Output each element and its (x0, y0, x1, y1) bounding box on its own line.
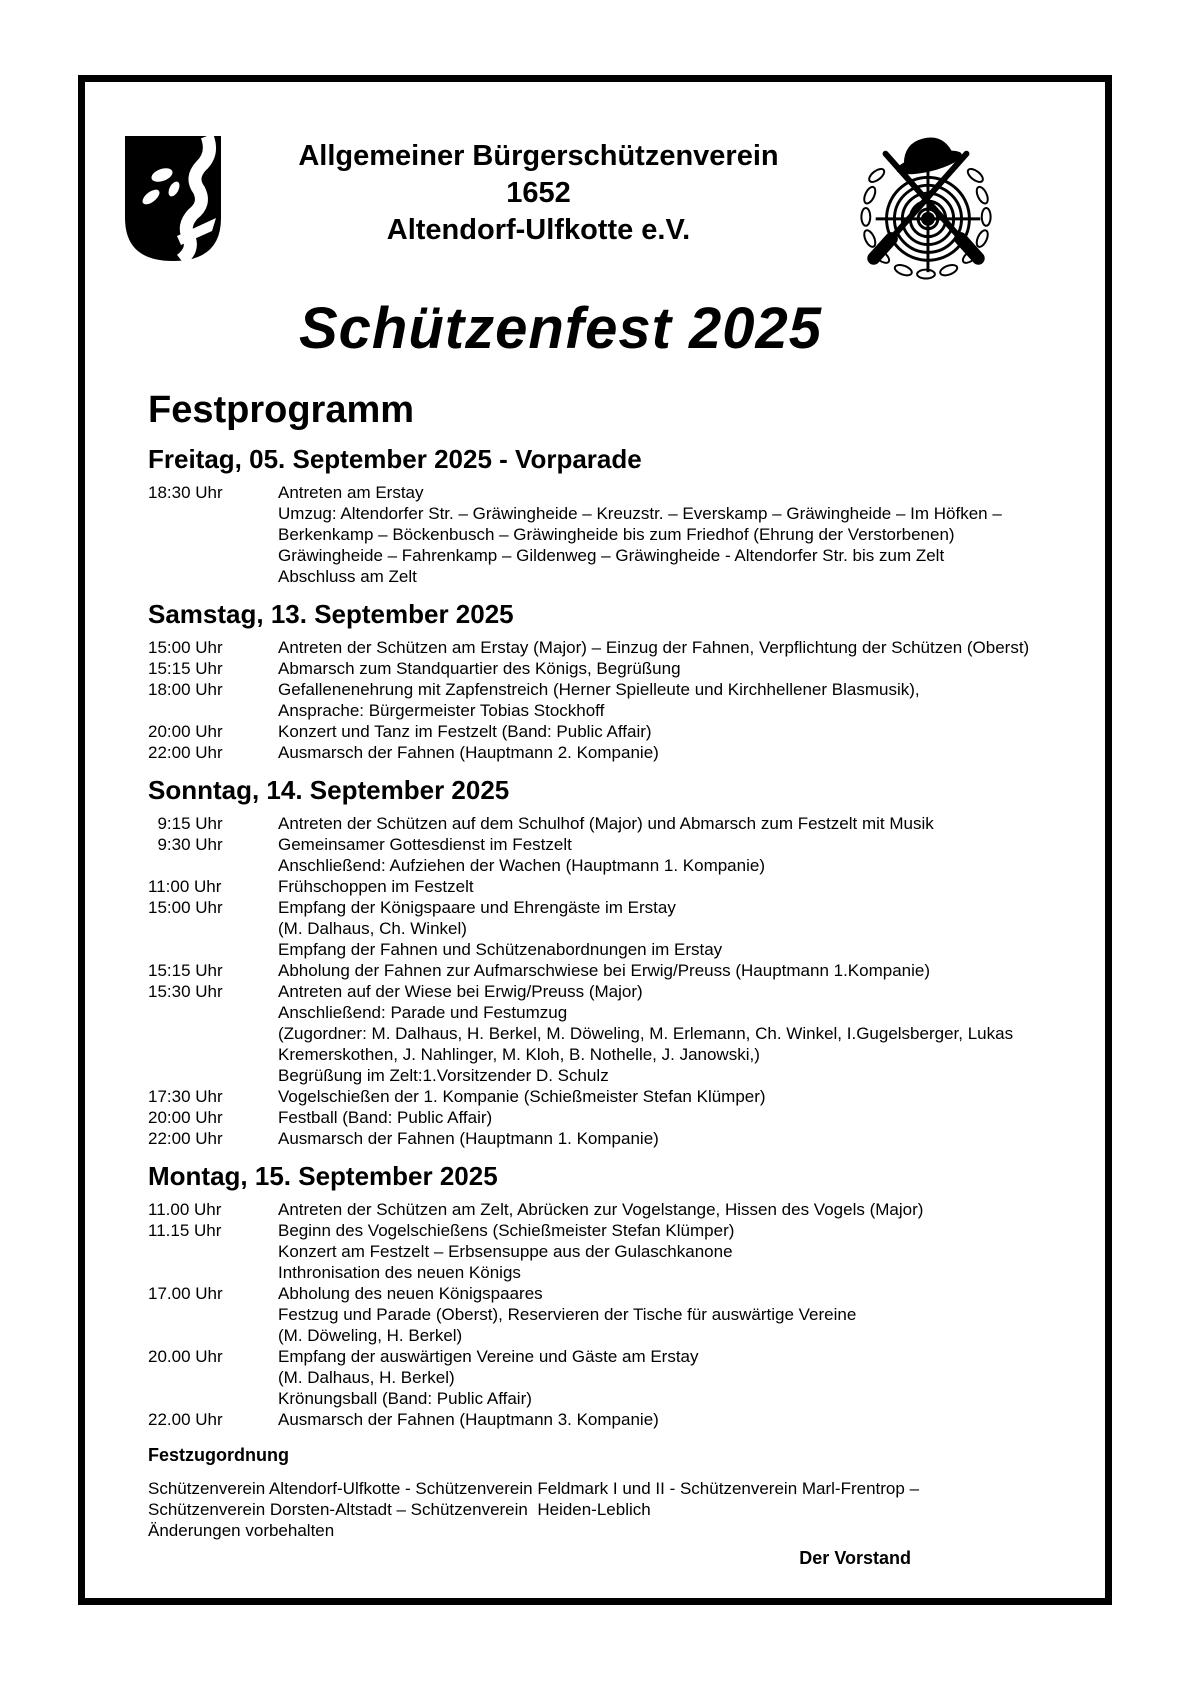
day-section (148, 599, 1091, 763)
footer (148, 1444, 1091, 1569)
schedule-row (148, 1086, 1091, 1107)
event-time: 22:00 Uhr (148, 1129, 223, 1148)
event-text: Empfang der Fahnen und Schützenabordnungen im Erstay (278, 940, 723, 959)
schedule-row (148, 566, 1091, 587)
event-time (148, 1262, 278, 1283)
schedule-row (148, 1304, 1091, 1325)
event-text: Frühschoppen im Festzelt (278, 877, 474, 896)
event-text: (Zugordner: M. Dalhaus, H. Berkel, M. Döweling, M. Erlemann, Ch. Winkel, I.Gugelsberger, Lukas (278, 1024, 1014, 1043)
event-time: 22.00 Uhr (148, 1410, 223, 1429)
event-time (148, 545, 278, 566)
schedule-row (148, 545, 1091, 566)
event-text: (M. Dalhaus, H. Berkel) (278, 1368, 455, 1387)
event-text: Berkenkamp – Böckenbusch – Gräwingheide bis zum Friedhof (Ehrung der Verstorbenen) (278, 525, 955, 544)
schedule-row (148, 918, 1091, 939)
schedule-row (148, 1367, 1091, 1388)
organization-name (225, 134, 852, 249)
schedule-row (148, 503, 1091, 524)
event-time: 9:15 Uhr (148, 814, 223, 833)
day-rows (148, 482, 1091, 587)
day-title: Montag, 15. September 2025 (148, 1161, 498, 1191)
schedule-row (148, 1346, 1091, 1367)
program-heading: Festprogramm (148, 389, 415, 431)
event-time: 22:00 Uhr (148, 743, 223, 762)
event-time: 17.00 Uhr (148, 1284, 223, 1303)
schedule-row (148, 897, 1091, 918)
event-time: 15:00 Uhr (148, 638, 223, 657)
event-text: Inthronisation des neuen Königs (278, 1263, 521, 1282)
day-rows (148, 813, 1091, 1149)
schedule-row (148, 1044, 1091, 1065)
day-title: Samstag, 13. September 2025 (148, 599, 514, 629)
event-text: Anschließend: Aufziehen der Wachen (Hauptmann 1. Kompanie) (278, 856, 765, 875)
schedule-row (148, 876, 1091, 897)
header (121, 134, 1000, 282)
event-text: Konzert und Tanz im Festzelt (Band: Public Affair) (278, 722, 652, 741)
schedule-row (148, 679, 1091, 700)
day-section (148, 1161, 1091, 1430)
event-time: 17:30 Uhr (148, 1087, 223, 1106)
event-text: (M. Dalhaus, Ch. Winkel) (278, 919, 467, 938)
schedule-row (148, 939, 1091, 960)
event-time: 15:00 Uhr (148, 898, 223, 917)
day-title: Sonntag, 14. September 2025 (148, 775, 510, 805)
event-time (148, 855, 278, 876)
schedule-row (148, 1107, 1091, 1128)
event-text: Konzert am Festzelt – Erbsensuppe aus der Gulaschkanone (278, 1242, 733, 1261)
schedule-row (148, 981, 1091, 1002)
org-name-line3: Altendorf-Ulfkotte e.V. (386, 214, 691, 246)
event-time (148, 918, 278, 939)
schedule-row (148, 834, 1091, 855)
event-text: Beginn des Vogelschießens (Schießmeister Stefan Klümper) (278, 1221, 735, 1240)
festzugordnung-line: Schützenverein Altendorf-Ulfkotte - Schützenverein Feldmark I und II - Schützenverein Marl-Frentrop – (148, 1479, 920, 1498)
schedule-row (148, 1002, 1091, 1023)
event-time: 11.00 Uhr (148, 1200, 222, 1219)
schedule-row (148, 721, 1091, 742)
event-time (148, 1065, 278, 1086)
event-time (148, 1023, 278, 1044)
schedule-row (148, 1388, 1091, 1409)
event-text: Gemeinsamer Gottesdienst im Festzelt (278, 835, 572, 854)
program (148, 388, 1091, 1569)
event-time: 20.00 Uhr (148, 1347, 223, 1366)
schedule-row (148, 1023, 1091, 1044)
schedule-row (148, 658, 1091, 679)
event-time (148, 1304, 278, 1325)
event-text: Empfang der Königspaare und Ehrengäste im Erstay (278, 898, 676, 917)
event-text: Kremerskothen, J. Nahlinger, M. Kloh, B. Nothelle, J. Janowski,) (278, 1045, 760, 1064)
event-time (148, 1388, 278, 1409)
event-text: Antreten der Schützen auf dem Schulhof (Major) und Abmarsch zum Festzelt mit Musik (278, 814, 934, 833)
org-name-line2: 1652 (506, 177, 571, 209)
schedule-row (148, 1128, 1091, 1149)
event-text: Krönungsball (Band: Public Affair) (278, 1389, 532, 1408)
event-time (148, 503, 278, 524)
event-time: 20:00 Uhr (148, 1108, 223, 1127)
event-time (148, 1044, 278, 1065)
coat-of-arms-icon (121, 134, 225, 264)
schedule-row (148, 1065, 1091, 1086)
event-text: Gefallenenehrung mit Zapfenstreich (Herner Spielleute und Kirchhellener Blasmusik), (278, 680, 920, 699)
event-time: 9:30 Uhr (148, 835, 223, 854)
event-time (148, 700, 278, 721)
event-time: 18:00 Uhr (148, 680, 223, 699)
event-time (148, 939, 278, 960)
schedule-row (148, 855, 1091, 876)
festzugordnung-line: Änderungen vorbehalten (148, 1521, 335, 1540)
festzugordnung-line: Schützenverein Dorsten-Altstadt – Schützenverein Heiden-Leblich (148, 1500, 651, 1519)
schedule-row (148, 1262, 1091, 1283)
event-time: 11:00 Uhr (148, 877, 222, 896)
event-text: Abholung des neuen Königspaares (278, 1284, 543, 1303)
schedule-row (148, 700, 1091, 721)
schedule-row (148, 1199, 1091, 1220)
event-text: Abmarsch zum Standquartier des Königs, Begrüßung (278, 659, 681, 678)
event-text: Gräwingheide – Fahrenkamp – Gildenweg – Gräwingheide - Altendorfer Str. bis zum Zelt (278, 546, 945, 565)
page-title: Schützenfest 2025 (298, 296, 823, 361)
event-time: 20:00 Uhr (148, 722, 223, 741)
schedule-row (148, 1283, 1091, 1304)
event-time (148, 1002, 278, 1023)
schedule-row (148, 482, 1091, 503)
event-text: Abholung der Fahnen zur Aufmarschwiese bei Erwig/Preuss (Hauptmann 1.Kompanie) (278, 961, 931, 980)
schedule-row (148, 1220, 1091, 1241)
event-time: 11.15 Uhr (148, 1221, 222, 1240)
event-time (148, 1241, 278, 1262)
event-time: 18:30 Uhr (148, 483, 223, 502)
event-text: Antreten der Schützen am Zelt, Abrücken zur Vogelstange, Hissen des Vogels (Major) (278, 1200, 924, 1219)
event-text: Antreten am Erstay (278, 483, 424, 502)
event-text: Umzug: Altendorfer Str. – Gräwingheide – Kreuzstr. – Everskamp – Gräwingheide – Im Höfken – (278, 504, 1002, 523)
festzugordnung-heading: Festzugordnung (148, 1445, 289, 1465)
day-rows (148, 637, 1091, 763)
page-border-frame (78, 75, 1112, 1605)
schedule-row (148, 524, 1091, 545)
program-days (148, 444, 1091, 1430)
schedule-row (148, 742, 1091, 763)
schedule-row (148, 1409, 1091, 1430)
day-rows (148, 1199, 1091, 1430)
event-time (148, 1325, 278, 1346)
day-section (148, 775, 1091, 1149)
event-text: Abschluss am Zelt (278, 567, 417, 586)
schedule-row (148, 637, 1091, 658)
event-text: Festball (Band: Public Affair) (278, 1108, 493, 1127)
event-time (148, 1367, 278, 1388)
shooting-club-emblem-icon (852, 134, 1000, 282)
event-text: Antreten auf der Wiese bei Erwig/Preuss (Major) (278, 982, 643, 1001)
event-text: Begrüßung im Zelt:1.Vorsitzender D. Schulz (278, 1066, 609, 1085)
event-time (148, 524, 278, 545)
event-text: Anschließend: Parade und Festumzug (278, 1003, 568, 1022)
event-text: Festzug und Parade (Oberst), Reservieren der Tische für auswärtige Vereine (278, 1305, 857, 1324)
event-text: Antreten der Schützen am Erstay (Major) – Einzug der Fahnen, Verpflichtung der Schützen (Oberst) (278, 638, 1030, 657)
signature-der-vorstand: Der Vorstand (799, 1548, 911, 1568)
schedule-row (148, 813, 1091, 834)
event-text: Vogelschießen der 1. Kompanie (Schießmeister Stefan Klümper) (278, 1087, 766, 1106)
schedule-row (148, 1325, 1091, 1346)
event-text: Empfang der auswärtigen Vereine und Gäste am Erstay (278, 1347, 699, 1366)
event-time: 15:15 Uhr (148, 961, 223, 980)
schedule-row (148, 1241, 1091, 1262)
day-section (148, 444, 1091, 587)
schedule-row (148, 960, 1091, 981)
event-text: (M. Döweling, H. Berkel) (278, 1326, 463, 1345)
event-time (148, 566, 278, 587)
org-name-line1: Allgemeiner Bürgerschützenverein (298, 140, 779, 172)
festzugordnung-lines (148, 1478, 1091, 1541)
event-time: 15:15 Uhr (148, 659, 223, 678)
event-text: Ausmarsch der Fahnen (Hauptmann 3. Kompanie) (278, 1410, 659, 1429)
event-text: Ausmarsch der Fahnen (Hauptmann 1. Kompanie) (278, 1129, 659, 1148)
event-text: Ausmarsch der Fahnen (Hauptmann 2. Kompanie) (278, 743, 659, 762)
day-title: Freitag, 05. September 2025 - Vorparade (148, 444, 642, 474)
event-text: Ansprache: Bürgermeister Tobias Stockhoff (278, 701, 605, 720)
event-time: 15:30 Uhr (148, 982, 223, 1001)
